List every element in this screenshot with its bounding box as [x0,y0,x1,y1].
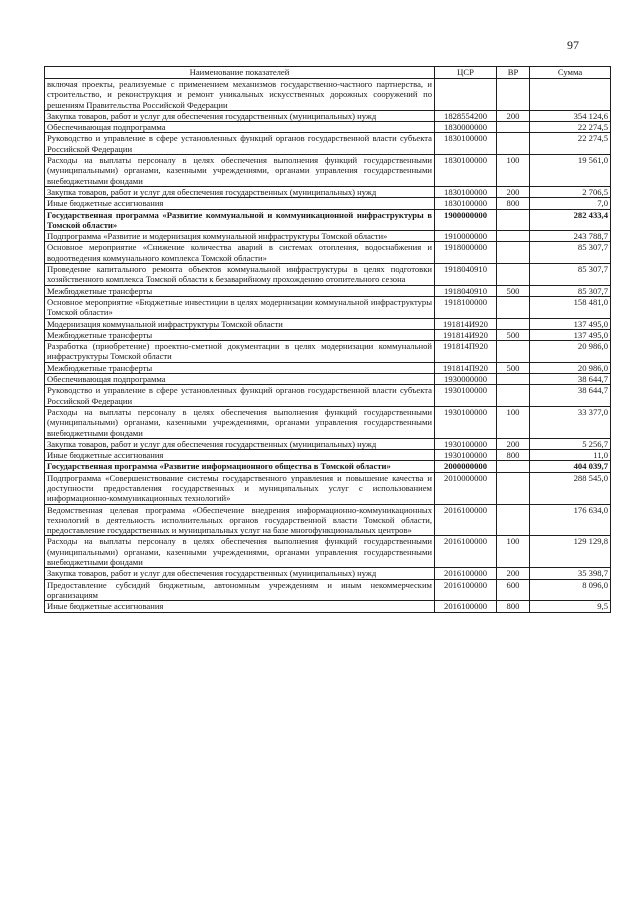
table-row [45,406,611,438]
table-row [45,122,611,133]
row-vr: 200 [497,110,530,121]
table-row [45,133,611,155]
row-sum: 19 561,0 [530,155,611,187]
row-name: Закупка товаров, работ и услуг для обеспечения государственных (муниципальных) нужд [45,186,435,197]
table-row [45,504,611,536]
row-code: 1830100000 [435,133,497,155]
row-vr [497,296,530,318]
row-code: 2000000000 [435,461,497,472]
row-vr [497,79,530,111]
row-code: 2016100000 [435,568,497,579]
row-vr [497,341,530,363]
row-sum: 137 495,0 [530,329,611,340]
table-row [45,472,611,504]
row-vr [497,504,530,536]
row-code: 1830100000 [435,186,497,197]
row-code: 1830000000 [435,122,497,133]
row-code: 2016100000 [435,504,497,536]
row-name: Ведомственная целевая программа «Обеспечение внедрения информационно-коммуникационных технологий в деятельность исполнительных органов государственной власти Томской области, предоставление государственных и муниципальных услуг на базе многофункциональных центров» [45,504,435,536]
row-vr: 100 [497,406,530,438]
row-vr [497,374,530,385]
row-code: 1830100000 [435,198,497,209]
table-row [45,450,611,461]
row-name: Расходы на выплаты персоналу в целях обеспечения выполнения функций государственными (муниципальными) органами, казенными учреждениями, органами управления государственными внебюджетными фондами [45,155,435,187]
row-sum: 243 788,7 [530,231,611,242]
table-row [45,374,611,385]
row-sum: 158 481,0 [530,296,611,318]
row-vr: 500 [497,285,530,296]
row-name: Иные бюджетные ассигнования [45,601,435,612]
table-row [45,155,611,187]
row-name: Разработка (приобретение) проектно-сметной документации в целях модернизации коммунальной инфраструктуры Томской области [45,341,435,363]
table-row [45,568,611,579]
row-code: 1910000000 [435,231,497,242]
row-code: 1900000000 [435,209,497,231]
row-sum: 9,5 [530,601,611,612]
row-name: Обеспечивающая подпрограмма [45,122,435,133]
row-vr [497,461,530,472]
row-vr [497,231,530,242]
table-row [45,296,611,318]
row-code: 1918000000 [435,242,497,264]
table-row [45,329,611,340]
row-sum: 22 274,5 [530,122,611,133]
row-name: Иные бюджетные ассигнования [45,450,435,461]
table-row [45,318,611,329]
table-row [45,341,611,363]
row-code: 1930100000 [435,385,497,407]
row-code: 1930100000 [435,438,497,449]
table-row [45,231,611,242]
row-vr: 100 [497,536,530,568]
row-name: Основное мероприятие «Снижение количества аварий в системах отопления, водоснабжения и водоотведения коммунального комплекса Томской области» [45,242,435,264]
row-sum: 11,0 [530,450,611,461]
row-name: Подпрограмма «Развитие и модернизация коммунальной инфраструктуры Томской области» [45,231,435,242]
row-name: Предоставление субсидий бюджетным, автономным учреждениям и иным некоммерческим организациям [45,579,435,601]
row-name: Подпрограмма «Совершенствование системы государственного управления и повышение качества и доступности предоставления государственных и муниципальных услуг с использованием информационно-коммуникационных технологий» [45,472,435,504]
row-sum: 20 986,0 [530,362,611,373]
row-name: Обеспечивающая подпрограмма [45,374,435,385]
row-code: 1930100000 [435,406,497,438]
row-sum [530,79,611,111]
row-sum: 85 307,7 [530,264,611,286]
row-sum: 85 307,7 [530,242,611,264]
row-vr [497,133,530,155]
header-code: ЦСР [435,67,497,79]
row-sum: 282 433,4 [530,209,611,231]
table-row [45,110,611,121]
table-header-row [45,67,611,79]
table-row [45,186,611,197]
table-row [45,536,611,568]
table-row [45,385,611,407]
row-code: 2016100000 [435,536,497,568]
row-vr: 800 [497,450,530,461]
row-name: Расходы на выплаты персоналу в целях обеспечения выполнения функций государственными (муниципальными) органами, казенными учреждениями, органами управления государственными внебюджетными фондами [45,536,435,568]
table-row [45,209,611,231]
row-code: 191814И920 [435,318,497,329]
row-vr: 500 [497,362,530,373]
row-code: 191814П920 [435,341,497,363]
row-code: 1830100000 [435,155,497,187]
row-code [435,79,497,111]
row-vr [497,385,530,407]
row-code: 1930100000 [435,450,497,461]
table-row [45,579,611,601]
row-name: Руководство и управление в сфере установленных функций органов государственной власти субъекта Российской Федерации [45,385,435,407]
row-code: 1918040910 [435,285,497,296]
table-row [45,264,611,286]
row-name: Межбюджетные трансферты [45,285,435,296]
row-code: 2016100000 [435,601,497,612]
row-code: 2016100000 [435,579,497,601]
row-sum: 2 706,5 [530,186,611,197]
row-code: 191814П920 [435,362,497,373]
row-name: Межбюджетные трансферты [45,362,435,373]
table-row [45,79,611,111]
header-name: Наименование показателей [45,67,435,79]
row-name: Проведение капитального ремонта объектов коммунальной инфраструктуры в целях подготовки хозяйственного комплекса Томской области к безаварийному прохождению отопительного сезона [45,264,435,286]
row-code: 1918040910 [435,264,497,286]
table-row [45,601,611,612]
row-vr: 800 [497,198,530,209]
row-sum: 7,0 [530,198,611,209]
row-name: Модернизация коммунальной инфраструктуры Томской области [45,318,435,329]
row-name: Закупка товаров, работ и услуг для обеспечения государственных (муниципальных) нужд [45,568,435,579]
table-body [45,79,611,613]
row-vr: 200 [497,568,530,579]
row-sum: 85 307,7 [530,285,611,296]
row-sum: 129 129,8 [530,536,611,568]
row-vr [497,242,530,264]
row-sum: 288 545,0 [530,472,611,504]
row-vr: 200 [497,186,530,197]
row-sum: 38 644,7 [530,374,611,385]
table-row [45,242,611,264]
row-sum: 38 644,7 [530,385,611,407]
row-name: Закупка товаров, работ и услуг для обеспечения государственных (муниципальных) нужд [45,438,435,449]
row-name: Межбюджетные трансферты [45,329,435,340]
row-code: 191814И920 [435,329,497,340]
row-vr [497,264,530,286]
row-vr: 600 [497,579,530,601]
row-name: Руководство и управление в сфере установленных функций органов государственной власти субъекта Российской Федерации [45,133,435,155]
row-sum: 20 986,0 [530,341,611,363]
row-code: 1828554200 [435,110,497,121]
row-code: 2010000000 [435,472,497,504]
table-row [45,285,611,296]
table-row [45,461,611,472]
row-sum: 354 124,6 [530,110,611,121]
row-sum: 8 096,0 [530,579,611,601]
row-sum: 5 256,7 [530,438,611,449]
row-vr: 100 [497,155,530,187]
row-name: Основное мероприятие «Бюджетные инвестиции в целях модернизации коммунальной инфраструктуры Томской области» [45,296,435,318]
row-name: Государственная программа «Развитие информационного общества в Томской области» [45,461,435,472]
row-vr [497,318,530,329]
row-vr: 800 [497,601,530,612]
row-vr [497,122,530,133]
table-row [45,198,611,209]
row-name: Государственная программа «Развитие коммунальной и коммуникационной инфраструктуры в Томской области» [45,209,435,231]
row-name: Иные бюджетные ассигнования [45,198,435,209]
row-sum: 35 398,7 [530,568,611,579]
row-vr: 200 [497,438,530,449]
row-sum: 33 377,0 [530,406,611,438]
row-vr: 500 [497,329,530,340]
row-name: Закупка товаров, работ и услуг для обеспечения государственных (муниципальных) нужд [45,110,435,121]
table-row [45,362,611,373]
row-code: 1918100000 [435,296,497,318]
row-name: Расходы на выплаты персоналу в целях обеспечения выполнения функций государственными (муниципальными) органами, казенными учреждениями, органами управления государственными внебюджетными фондами [45,406,435,438]
header-vr: ВР [497,67,530,79]
budget-table [44,66,611,613]
row-sum: 22 274,5 [530,133,611,155]
page-number: 97 [567,38,579,52]
row-name: включая проекты, реализуемые с применением механизмов государственно-частного партнерства, и строительство, и реконструкция и ремонт уникальных искусственных дорожных сооружений по решениям Правительства Российской Федерации [45,79,435,111]
header-sum: Сумма [530,67,611,79]
row-sum: 137 495,0 [530,318,611,329]
row-code: 1930000000 [435,374,497,385]
row-vr [497,209,530,231]
row-sum: 404 039,7 [530,461,611,472]
row-sum: 176 634,0 [530,504,611,536]
table-row [45,438,611,449]
row-vr [497,472,530,504]
